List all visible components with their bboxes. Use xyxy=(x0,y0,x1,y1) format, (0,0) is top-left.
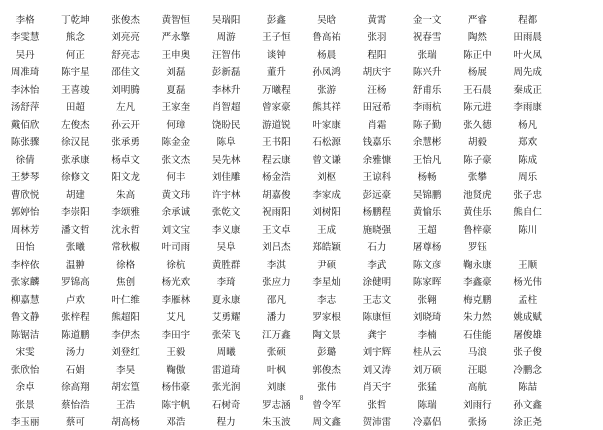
name-cell: 孟柱 xyxy=(503,292,553,306)
name-cell: 徐高翔 xyxy=(50,379,100,393)
name-cell: 董升 xyxy=(251,64,301,78)
name-cell: 杨展 xyxy=(452,64,502,78)
name-cell: 张哲 xyxy=(352,397,402,411)
name-cell: 孙云开 xyxy=(101,117,151,131)
name-cell: 张瑞 xyxy=(402,47,452,61)
name-cell: 李雯慧 xyxy=(0,29,50,43)
name-cell: 李雁林 xyxy=(151,292,201,306)
name-cell: 熊超阳 xyxy=(101,309,151,323)
name-cell: 陈锯洁 xyxy=(0,327,50,341)
table-row xyxy=(0,115,603,133)
name-cell: 刘又涛 xyxy=(352,362,402,376)
name-cell: 叶枫 xyxy=(251,362,301,376)
name-cell: 杨畅 xyxy=(402,169,452,183)
name-cell: 王申奥 xyxy=(151,47,201,61)
name-cell: 王文卓 xyxy=(251,222,301,236)
name-cell: 张承康 xyxy=(50,152,100,166)
name-cell: 张应力 xyxy=(251,274,301,288)
name-cell: 胡毅 xyxy=(452,134,502,148)
name-cell: 张荣飞 xyxy=(201,327,251,341)
name-cell: 戴佰欣 xyxy=(0,117,50,131)
name-cell: 黄霄 xyxy=(352,12,402,26)
name-cell: 王家奎 xyxy=(151,99,201,113)
name-cell: 王超 xyxy=(402,222,452,236)
name-cell: 左凡 xyxy=(101,99,151,113)
name-cell: 宋雯 xyxy=(0,344,50,358)
name-cell: 李义康 xyxy=(201,222,251,236)
name-cell: 杨光伟 xyxy=(503,274,553,288)
table-row xyxy=(0,273,603,291)
name-cell: 丁乾坤 xyxy=(50,12,100,26)
name-cell: 彭璐 xyxy=(302,344,352,358)
name-cell: 李武 xyxy=(352,257,402,271)
name-cell: 刘雨行 xyxy=(452,397,502,411)
name-cell: 李田宇 xyxy=(151,327,201,341)
name-cell: 王志文 xyxy=(352,292,402,306)
name-cell: 汪聪 xyxy=(452,362,502,376)
name-cell: 徐汉昆 xyxy=(50,134,100,148)
name-cell: 余雅慷 xyxy=(352,152,402,166)
name-cell: 王子恒 xyxy=(251,29,301,43)
name-cell: 王浩 xyxy=(101,397,151,411)
name-cell: 肖霜 xyxy=(352,117,402,131)
name-cell: 郑皓颖 xyxy=(302,239,352,253)
table-row xyxy=(0,63,603,81)
name-cell: 屠俊雄 xyxy=(503,327,553,341)
name-cell: 程阳 xyxy=(352,47,402,61)
name-cell: 李崇阳 xyxy=(50,204,100,218)
name-cell: 蔡怡浩 xyxy=(50,397,100,411)
name-cell: 秦成正 xyxy=(503,82,553,96)
name-cell: 曹欣悦 xyxy=(0,187,50,201)
name-cell: 周文鑫 xyxy=(302,414,352,428)
name-cell: 陈兴升 xyxy=(402,64,452,78)
name-cell: 吴瑞阳 xyxy=(201,12,251,26)
name-cell: 王梦琴 xyxy=(0,169,50,183)
name-cell: 叶火凤 xyxy=(503,47,553,61)
name-cell: 艾勇耀 xyxy=(201,309,251,323)
name-cell: 张久德 xyxy=(452,117,502,131)
name-cell: 蔡可 xyxy=(50,414,100,428)
name-cell: 黄愉乐 xyxy=(402,204,452,218)
name-cell: 饶盼民 xyxy=(201,117,251,131)
name-cell: 李志 xyxy=(302,292,352,306)
name-cell: 田超 xyxy=(50,99,100,113)
name-cell: 张翱 xyxy=(402,292,452,306)
name-cell: 阳文龙 xyxy=(101,169,151,183)
name-cell: 杨金浩 xyxy=(251,169,301,183)
name-cell: 程力 xyxy=(201,414,251,428)
name-cell: 石佳能 xyxy=(452,327,502,341)
name-cell: 黄佳乐 xyxy=(452,204,502,218)
table-row xyxy=(0,28,603,46)
name-cell: 李鑫豪 xyxy=(452,274,502,288)
name-cell: 李雨康 xyxy=(503,99,553,113)
name-cell: 吴先林 xyxy=(201,152,251,166)
name-cell: 刘佳雕 xyxy=(201,169,251,183)
name-cell: 严睿 xyxy=(452,12,502,26)
name-cell: 朱力然 xyxy=(452,309,502,323)
name-cell: 鲁梓豪 xyxy=(452,222,502,236)
name-cell: 王成 xyxy=(302,222,352,236)
name-cell: 张文杰 xyxy=(151,152,201,166)
name-cell: 吴阜 xyxy=(201,239,251,253)
name-cell: 胡高杨 xyxy=(101,414,151,428)
name-cell: 舒亮志 xyxy=(101,47,151,61)
name-cell: 李淇 xyxy=(251,257,301,271)
name-cell: 李格 xyxy=(0,12,50,26)
name-cell: 胡建 xyxy=(50,187,100,201)
name-cell: 贺沛雷 xyxy=(352,414,402,428)
name-cell: 周乐 xyxy=(503,169,553,183)
name-cell: 石松源 xyxy=(302,134,352,148)
table-row xyxy=(0,360,603,378)
name-cell: 姚成赋 xyxy=(503,309,553,323)
name-cell: 陈张骤 xyxy=(0,134,50,148)
name-cell: 陈家晖 xyxy=(402,274,452,288)
name-cell: 汪智伟 xyxy=(201,47,251,61)
name-cell: 刘亮亮 xyxy=(101,29,151,43)
table-row xyxy=(0,308,603,326)
name-cell: 曾家豪 xyxy=(251,99,301,113)
name-cell: 石树奇 xyxy=(201,397,251,411)
name-cell: 余卓 xyxy=(0,379,50,393)
name-cell: 黄文玮 xyxy=(151,187,201,201)
name-cell: 田怡 xyxy=(0,239,50,253)
name-cell: 邓浩 xyxy=(151,414,201,428)
table-row xyxy=(0,220,603,238)
name-cell: 熊其祥 xyxy=(302,99,352,113)
name-cell: 何璋 xyxy=(151,117,201,131)
name-cell: 程云康 xyxy=(251,152,301,166)
table-row xyxy=(0,290,603,308)
table-row xyxy=(0,133,603,151)
name-cell: 陈正中 xyxy=(452,47,502,61)
name-cell: 左俊杰 xyxy=(50,117,100,131)
name-cell: 张梓程 xyxy=(50,309,100,323)
name-cell: 李家成 xyxy=(302,187,352,201)
table-row xyxy=(0,80,603,98)
name-cell: 徐杭 xyxy=(151,257,201,271)
name-cell: 何正 xyxy=(50,47,100,61)
name-cell: 陈成 xyxy=(503,152,553,166)
name-cell: 李星灿 xyxy=(302,274,352,288)
name-cell: 张攀 xyxy=(452,169,502,183)
name-cell: 许宇林 xyxy=(201,187,251,201)
name-cell: 钱嘉乐 xyxy=(352,134,402,148)
name-cell: 张光润 xyxy=(201,379,251,393)
name-cell: 罗志涵 xyxy=(251,397,301,411)
name-cell: 叶司雨 xyxy=(151,239,201,253)
name-cell: 王书阳 xyxy=(251,134,301,148)
name-cell: 叶仁维 xyxy=(101,292,151,306)
name-cell: 李林升 xyxy=(201,82,251,96)
name-cell: 刘万硕 xyxy=(402,362,452,376)
name-cell: 涂健明 xyxy=(352,274,402,288)
table-row xyxy=(0,343,603,361)
name-cell: 何丰 xyxy=(151,169,201,183)
name-cell: 尹硕 xyxy=(302,257,352,271)
name-cell: 陈阜 xyxy=(201,134,251,148)
name-cell: 刘树阳 xyxy=(302,204,352,218)
name-cell: 张硕 xyxy=(251,344,301,358)
name-cell: 雷道琦 xyxy=(201,362,251,376)
name-cell: 张曦 xyxy=(50,239,100,253)
name-cell: 张扬 xyxy=(452,414,502,428)
name-cell: 陈宇星 xyxy=(50,64,100,78)
name-cell: 陈金金 xyxy=(151,134,201,148)
name-cell: 龚宇 xyxy=(352,327,402,341)
name-cell: 汤舒萍 xyxy=(0,99,50,113)
name-cell: 朱高 xyxy=(101,187,151,201)
name-cell: 陈道鹏 xyxy=(50,327,100,341)
name-cell: 张俊杰 xyxy=(101,12,151,26)
name-cell: 陶文景 xyxy=(302,327,352,341)
name-cell: 熊念 xyxy=(50,29,100,43)
name-cell: 陈瑞 xyxy=(402,397,452,411)
table-row xyxy=(0,168,603,186)
name-cell: 郭婷怡 xyxy=(0,204,50,218)
name-cell: 陈子豪 xyxy=(452,152,502,166)
name-cell: 常秋椒 xyxy=(101,239,151,253)
name-cell: 孙文鑫 xyxy=(503,397,553,411)
name-cell: 刘明腾 xyxy=(101,82,151,96)
name-cell: 肖天宇 xyxy=(352,379,402,393)
name-cell: 刘康 xyxy=(251,379,301,393)
name-cell: 桂从云 xyxy=(402,344,452,358)
table-row xyxy=(0,378,603,396)
name-cell: 黄胜群 xyxy=(201,257,251,271)
name-cell: 陈元进 xyxy=(452,99,502,113)
name-cell: 罗家根 xyxy=(302,309,352,323)
name-cell: 周曦 xyxy=(201,344,251,358)
name-cell: 杨伟豪 xyxy=(151,379,201,393)
name-cell: 徐倩 xyxy=(0,152,50,166)
table-row xyxy=(0,185,603,203)
name-cell: 张景 xyxy=(0,397,50,411)
name-cell: 高航 xyxy=(452,379,502,393)
name-cell: 鞠傲 xyxy=(151,362,201,376)
name-cell: 冷嘉侣 xyxy=(402,414,452,428)
name-cell: 彭新磊 xyxy=(201,64,251,78)
name-cell: 李梓依 xyxy=(0,257,50,271)
name-cell: 李雨杭 xyxy=(402,99,452,113)
name-cell: 周林芳 xyxy=(0,222,50,236)
name-cell: 张承勇 xyxy=(101,134,151,148)
name-cell: 胡嘉俊 xyxy=(251,187,301,201)
name-cell: 王喜竣 xyxy=(50,82,100,96)
name-cell: 石力 xyxy=(352,239,402,253)
name-cell: 邵凡 xyxy=(251,292,301,306)
name-cell: 李楠 xyxy=(402,327,452,341)
name-cell: 陈喆 xyxy=(503,379,553,393)
name-cell: 张欣怡 xyxy=(0,362,50,376)
name-cell: 彭远豪 xyxy=(352,187,402,201)
name-cell: 叶家康 xyxy=(302,117,352,131)
name-cell: 屠尊杨 xyxy=(402,239,452,253)
name-cell: 温翀 xyxy=(50,257,100,271)
name-cell: 吴晗 xyxy=(302,12,352,26)
name-cell: 杨鹏程 xyxy=(352,204,402,218)
name-cell: 张子忠 xyxy=(503,187,553,201)
name-cell: 陶然 xyxy=(452,29,502,43)
table-row xyxy=(0,238,603,256)
name-cell: 朱玉波 xyxy=(251,414,301,428)
table-row xyxy=(0,413,603,430)
name-cell: 刘文宝 xyxy=(151,222,201,236)
name-cell: 刘吕杰 xyxy=(251,239,301,253)
name-cell: 罗锦高 xyxy=(50,274,100,288)
name-cell: 张伟 xyxy=(302,379,352,393)
name-cell: 艾凡 xyxy=(151,309,201,323)
name-cell: 涂正尧 xyxy=(503,414,553,428)
name-cell: 马浪 xyxy=(452,344,502,358)
name-cell: 程都 xyxy=(503,12,553,26)
name-cell: 焦创 xyxy=(101,274,151,288)
name-cell: 游道锐 xyxy=(251,117,301,131)
name-cell: 周准琦 xyxy=(0,64,50,78)
name-cell: 鲁高祐 xyxy=(302,29,352,43)
table-row xyxy=(0,255,603,273)
name-cell: 严永擎 xyxy=(151,29,201,43)
name-cell: 王怡凡 xyxy=(402,152,452,166)
table-row xyxy=(0,325,603,343)
table-row xyxy=(0,45,603,63)
name-cell: 王谅科 xyxy=(352,169,402,183)
name-cell: 陈子勤 xyxy=(402,117,452,131)
name-cell: 潘力 xyxy=(251,309,301,323)
name-cell: 徐修文 xyxy=(50,169,100,183)
name-cell: 曾令军 xyxy=(302,397,352,411)
name-cell: 张子俊 xyxy=(503,344,553,358)
name-cell: 施晓强 xyxy=(352,222,402,236)
name-cell: 余承诚 xyxy=(151,204,201,218)
name-cell: 熊自仁 xyxy=(503,204,553,218)
name-cell: 彭鑫 xyxy=(251,12,301,26)
name-cell: 胡宏篁 xyxy=(101,379,151,393)
name-cell: 胡庆宇 xyxy=(352,64,402,78)
name-cell: 陈文彦 xyxy=(402,257,452,271)
name-cell: 吴丹 xyxy=(0,47,50,61)
name-cell: 沈永哲 xyxy=(101,222,151,236)
name-cell: 刘晓琦 xyxy=(402,309,452,323)
name-cell: 刘宇辉 xyxy=(352,344,402,358)
name-cell: 谈钟 xyxy=(251,47,301,61)
name-cell: 夏磊 xyxy=(151,82,201,96)
name-cell: 田冠希 xyxy=(352,99,402,113)
name-cell: 杨晨 xyxy=(302,47,352,61)
name-cell: 陈川 xyxy=(503,222,553,236)
name-cell: 李沐怡 xyxy=(0,82,50,96)
name-cell: 孙凤鸿 xyxy=(302,64,352,78)
table-row xyxy=(0,150,603,168)
name-cell: 李伊杰 xyxy=(101,327,151,341)
name-cell: 池贤虎 xyxy=(452,187,502,201)
name-cell: 李琦 xyxy=(201,274,251,288)
name-cell: 郭俊杰 xyxy=(302,362,352,376)
name-cell: 刘磊 xyxy=(151,64,201,78)
name-cell: 卢欢 xyxy=(50,292,100,306)
name-cell: 余慧彬 xyxy=(402,134,452,148)
name-cell: 吴锦鹏 xyxy=(402,187,452,201)
name-cell: 周先成 xyxy=(503,64,553,78)
name-cell: 杨凡 xyxy=(503,117,553,131)
name-list-table xyxy=(0,10,603,430)
name-cell: 潘文哲 xyxy=(50,222,100,236)
name-cell: 江万鑫 xyxy=(251,327,301,341)
name-cell: 张乾文 xyxy=(201,204,251,218)
name-cell: 祝春雪 xyxy=(402,29,452,43)
name-cell: 金一文 xyxy=(402,12,452,26)
name-cell: 张猛 xyxy=(402,379,452,393)
name-cell: 郑欢 xyxy=(503,134,553,148)
name-cell: 夏永康 xyxy=(201,292,251,306)
name-cell: 张羽 xyxy=(352,29,402,43)
name-cell: 杨光欢 xyxy=(151,274,201,288)
name-cell: 鞠永康 xyxy=(452,257,502,271)
name-cell: 杨卓文 xyxy=(101,152,151,166)
name-cell: 陈康恒 xyxy=(352,309,402,323)
name-cell: 梅克鹏 xyxy=(452,292,502,306)
name-cell: 鲁文静 xyxy=(0,309,50,323)
name-cell: 石娟 xyxy=(50,362,100,376)
name-cell: 刘枢 xyxy=(302,169,352,183)
name-cell: 舒甫乐 xyxy=(402,82,452,96)
name-cell: 陈宇帆 xyxy=(151,397,201,411)
name-cell: 肖智超 xyxy=(201,99,251,113)
name-cell: 祝雨阳 xyxy=(251,204,301,218)
name-cell: 曾文谦 xyxy=(302,152,352,166)
name-cell: 张游 xyxy=(302,82,352,96)
table-row xyxy=(0,203,603,221)
name-cell: 汪杨 xyxy=(352,82,402,96)
name-cell: 李玉丽 xyxy=(0,414,50,428)
name-cell: 王石晨 xyxy=(452,82,502,96)
page-number: 8 xyxy=(0,395,603,402)
name-cell: 罗钰 xyxy=(452,239,502,253)
name-cell: 徐格 xyxy=(101,257,151,271)
name-cell: 张家麟 xyxy=(0,274,50,288)
name-cell: 王毅 xyxy=(151,344,201,358)
name-cell: 柳嘉慧 xyxy=(0,292,50,306)
name-cell: 黄智恒 xyxy=(151,12,201,26)
table-row xyxy=(0,10,603,28)
name-cell: 李颂雅 xyxy=(101,204,151,218)
name-cell: 田雨晨 xyxy=(503,29,553,43)
name-cell: 万曦程 xyxy=(251,82,301,96)
name-cell: 汤力 xyxy=(50,344,100,358)
name-cell: 冷鹏念 xyxy=(503,362,553,376)
name-cell: 李昊 xyxy=(101,362,151,376)
table-row xyxy=(0,98,603,116)
name-cell: 刘登红 xyxy=(101,344,151,358)
name-cell: 王顺 xyxy=(503,257,553,271)
name-cell: 邵佳文 xyxy=(101,64,151,78)
name-cell: 周游 xyxy=(201,29,251,43)
